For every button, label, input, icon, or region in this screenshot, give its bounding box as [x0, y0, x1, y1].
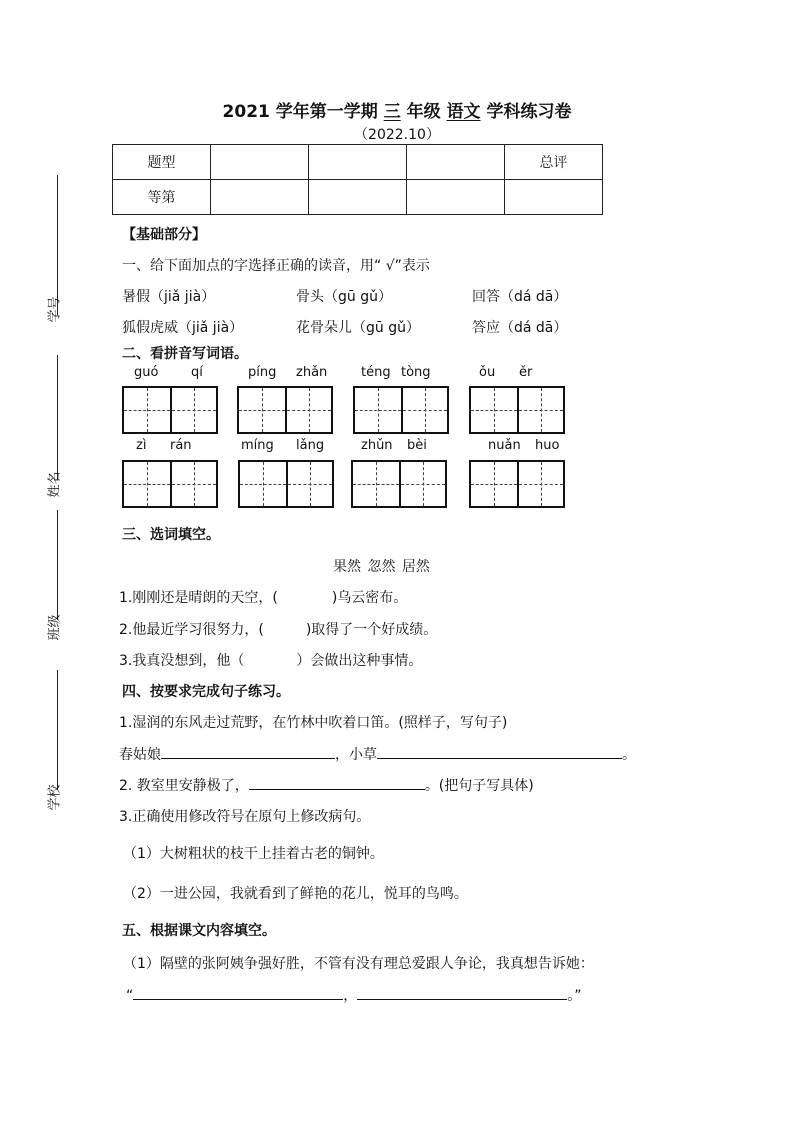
score-cell[interactable] [309, 145, 407, 180]
row2-label: 等第 [113, 180, 211, 215]
side-label-student-id: 学号 [47, 296, 63, 323]
total-label: 总评 [505, 145, 603, 180]
side-label-school: 学校 [47, 784, 63, 811]
q1-item[interactable]: 暑假（jiǎ jià） [122, 289, 216, 305]
pinyin: qí [191, 365, 203, 380]
answer-line[interactable] [249, 789, 425, 790]
pinyin: téng [361, 365, 391, 380]
writing-grid[interactable] [122, 386, 218, 434]
q4-item2: 2. 教室里安静极了， 。(把句子写具体) [119, 778, 534, 794]
side-label-class: 班级 [47, 614, 63, 641]
q2-title: 二、看拼音写词语。 [122, 346, 248, 362]
writing-grid[interactable] [122, 460, 218, 508]
pinyin: nuǎn [488, 438, 521, 453]
q4-sub1[interactable]: （1）大树粗状的枝干上挂着古老的铜钟。 [123, 846, 384, 862]
pinyin: míng [241, 438, 274, 453]
pinyin: ěr [519, 365, 533, 380]
score-cell[interactable] [407, 145, 505, 180]
grade-cell[interactable] [505, 180, 603, 215]
q1-item[interactable]: 狐假虎威（jiǎ jià） [122, 320, 244, 336]
q1-item[interactable]: 花骨朵儿（gū gǔ） [296, 320, 420, 336]
pinyin: lǎng [296, 438, 325, 453]
pinyin: zhǎn [296, 365, 328, 380]
q4-item3: 3.正确使用修改符号在原句上修改病句。 [119, 809, 371, 825]
grade-cell[interactable] [211, 180, 309, 215]
side-line [57, 175, 58, 315]
side-label-name: 姓名 [47, 471, 63, 498]
pinyin: huo [535, 438, 560, 453]
answer-line[interactable] [161, 758, 335, 759]
q3-item: 3.我真没想到，他（ ）会做出这种事情。 [119, 653, 423, 669]
side-line [57, 670, 58, 790]
score-table [112, 144, 603, 215]
q3-options: 果然 忽然 居然 [333, 559, 430, 575]
q3-item: 2.他最近学习很努力，( )取得了一个好成绩。 [119, 622, 438, 638]
q1-title: 一、给下面加点的字选择正确的读音，用“ √”表示 [122, 258, 430, 274]
grade-cell[interactable] [407, 180, 505, 215]
section-basic: 【基础部分】 [122, 227, 206, 243]
answer-line[interactable] [377, 758, 622, 759]
q5-title: 五、根据课文内容填空。 [122, 923, 276, 939]
q5-item1: （1）隔壁的张阿姨争强好胜，不管有没有理总爱跟人争论，我真想告诉她： [123, 956, 594, 972]
pinyin: ǒu [479, 365, 496, 380]
q5-item1-answer: “ ， 。” [126, 988, 582, 1004]
q4-sub2[interactable]: （2）一进公园，我就看到了鲜艳的花儿，悦耳的鸟鸣。 [123, 886, 468, 902]
answer-line[interactable] [357, 999, 567, 1000]
writing-grid[interactable] [469, 460, 565, 508]
pinyin: tòng [401, 365, 431, 380]
writing-grid[interactable] [351, 460, 447, 508]
grade-cell[interactable] [309, 180, 407, 215]
q3-title: 三、选词填空。 [122, 527, 220, 543]
writing-grid[interactable] [469, 386, 565, 434]
q1-item[interactable]: 回答（dá dā） [472, 289, 568, 305]
exam-date: （2022.10） [354, 127, 440, 143]
score-cell[interactable] [211, 145, 309, 180]
subject-value: 语文 [446, 102, 481, 122]
q4-item1-answer: 春姑娘 ，小草 。 [119, 747, 636, 763]
exam-title: 2021 学年第一学期 三 年级 语文 学科练习卷 [222, 102, 572, 122]
pinyin: píng [248, 365, 277, 380]
writing-grid[interactable] [353, 386, 449, 434]
side-line [57, 510, 58, 620]
q4-title: 四、按要求完成句子练习。 [122, 684, 290, 700]
pinyin: zhǔn [361, 438, 393, 453]
pinyin: guó [134, 365, 159, 380]
q4-item1: 1.湿润的东风走过荒野，在竹林中吹着口笛。(照样子，写句子) [119, 715, 508, 731]
answer-line[interactable] [133, 999, 343, 1000]
q3-item: 1.刚刚还是晴朗的天空，( )乌云密布。 [119, 590, 408, 606]
grade-value: 三 [383, 102, 401, 122]
pinyin: bèi [407, 438, 427, 453]
side-line [57, 355, 58, 480]
row1-label: 题型 [113, 145, 211, 180]
writing-grid[interactable] [237, 386, 333, 434]
q1-item[interactable]: 答应（dá dā） [472, 320, 568, 336]
writing-grid[interactable] [238, 460, 334, 508]
pinyin: zì [136, 438, 147, 453]
q1-item[interactable]: 骨头（gū gǔ） [296, 289, 392, 305]
pinyin: rán [170, 438, 192, 453]
